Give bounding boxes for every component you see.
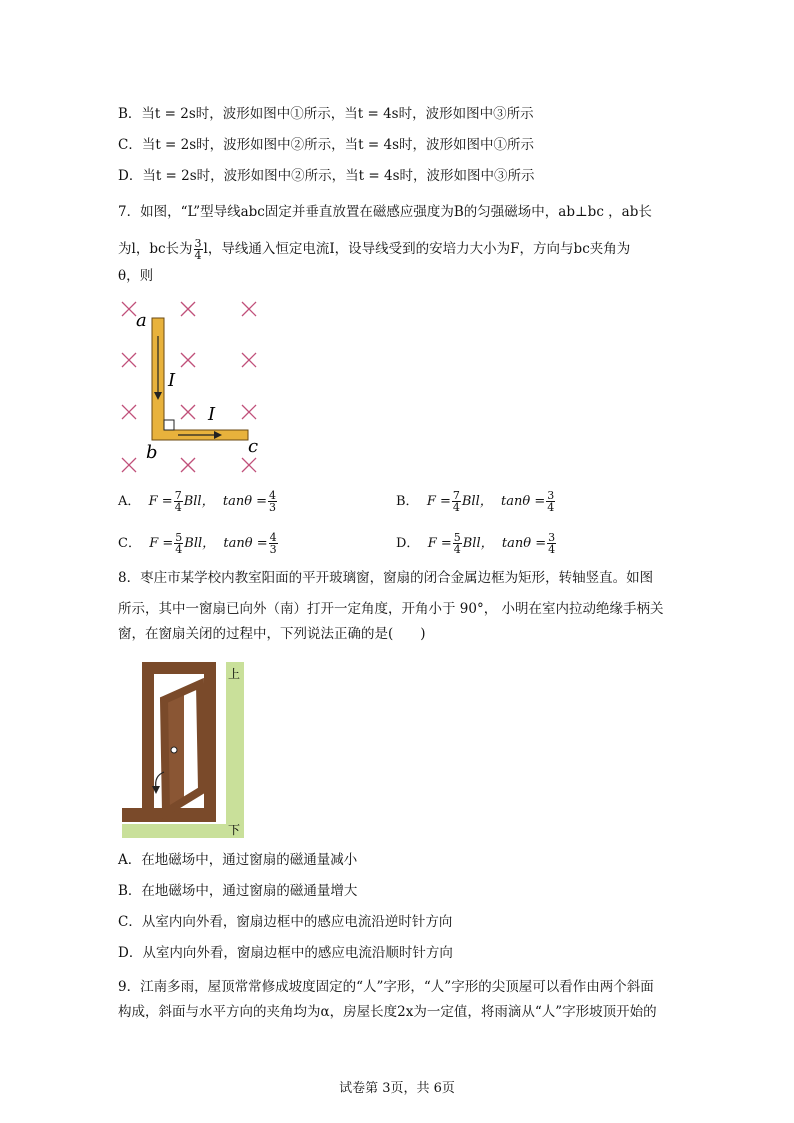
option-tan-eq: tanθ = — [501, 494, 546, 509]
q6-option-c: C．当t = 2s时，波形如图中②所示，当t = 4s时，波形如图中①所示 — [118, 137, 535, 153]
wall-bottom — [122, 824, 244, 838]
cross-icon — [181, 353, 195, 367]
q8-stem-line1: 8．枣庄市某学校内教室阳面的平开玻璃窗，窗扇的闭合金属边框为矩形，转轴竖直。如图 — [118, 570, 654, 586]
option-f-frac — [453, 532, 462, 555]
q7-stem-line2-a: 为l，bc长为 — [118, 241, 193, 257]
option-f-frac — [174, 532, 183, 555]
cross-icon — [122, 353, 136, 367]
label-current-1: I — [168, 370, 176, 391]
cross-icon — [122, 405, 136, 419]
option-tan-frac — [546, 490, 555, 513]
q7-option-d — [396, 532, 557, 555]
q7-frac-num: 3 — [194, 237, 202, 250]
option-f-eq: F = — [149, 536, 174, 551]
q7-option-a — [118, 490, 278, 513]
handle-icon — [171, 747, 177, 753]
q9-stem-line2: 构成，斜面与水平方向的夹角均为α，房屋长度2x为一定值，将雨滴从“人”字形坡顶开始的 — [118, 1004, 657, 1020]
frac-den: 4 — [175, 543, 183, 556]
label-current-2: I — [208, 404, 216, 425]
frac-num: 3 — [547, 489, 555, 502]
frac-num: 7 — [452, 489, 460, 502]
option-f-frac — [174, 490, 183, 513]
option-letter: D． — [396, 536, 420, 551]
q7-stem-line3: θ，则 — [118, 268, 154, 284]
option-tan-frac — [268, 490, 277, 513]
q9-stem-line1: 9．江南多雨，屋顶常常修成坡度固定的“人”字形，“人”字形的尖顶屋可以看作由两个斜面 — [118, 979, 654, 995]
cross-icon — [181, 458, 195, 472]
frac-den: 3 — [269, 501, 277, 514]
option-tan-frac — [547, 532, 556, 555]
option-tan-frac — [269, 532, 278, 555]
q8-stem-line3: 窗，在窗扇关闭的过程中，下列说法正确的是( ) — [118, 626, 426, 642]
cross-icon — [242, 458, 256, 472]
q7-stem-fraction — [194, 238, 203, 261]
label-up: 上 — [228, 667, 241, 681]
q8-option-a: A．在地磁场中，通过窗扇的磁通量减小 — [118, 852, 358, 868]
option-tan-eq: tanθ = — [222, 494, 268, 509]
label-c: c — [248, 436, 259, 457]
option-f-var: Bll， — [184, 536, 216, 551]
option-f-frac — [452, 490, 461, 513]
option-letter: C． — [118, 536, 141, 551]
frac-num: 7 — [174, 489, 182, 502]
frac-den: 4 — [452, 501, 460, 514]
option-f-eq: F = — [148, 494, 173, 509]
option-tan-eq: tanθ = — [223, 536, 268, 551]
frac-num: 4 — [269, 489, 277, 502]
cross-icon — [242, 405, 256, 419]
option-tan-eq: tanθ = — [501, 536, 547, 551]
q8-stem-line2: 所示，其中一窗扇已向外（南）打开一定角度，开角小于 90°， 小明在室内拉动绝缘手柄关 — [118, 601, 664, 617]
q7-figure — [112, 296, 272, 476]
wall-right — [226, 662, 244, 838]
frac-num: 5 — [453, 531, 461, 544]
right-angle-mark — [164, 420, 174, 430]
q6-option-b: B．当t = 2s时，波形如图中①所示，当t = 4s时，波形如图中③所示 — [118, 106, 534, 122]
q8-option-b: B．在地磁场中，通过窗扇的磁通量增大 — [118, 883, 358, 899]
page-footer: 试卷第 3页，共 6页 — [339, 1081, 455, 1096]
l-shaped-wire — [152, 318, 248, 440]
q8-option-d: D．从室内向外看，窗扇边框中的感应电流沿顺时针方向 — [118, 945, 453, 961]
option-f-eq: F = — [427, 536, 452, 551]
q8-figure — [120, 660, 246, 840]
option-letter: B． — [396, 494, 419, 509]
option-f-eq: F = — [426, 494, 451, 509]
frac-den: 4 — [548, 543, 556, 556]
label-down: 下 — [228, 823, 241, 837]
cross-icon — [242, 353, 256, 367]
cross-icon — [242, 302, 256, 316]
cross-icon — [122, 458, 136, 472]
option-f-var: Bll， — [462, 536, 494, 551]
frac-num: 5 — [175, 531, 183, 544]
cross-icon — [181, 302, 195, 316]
q6-option-d: D．当t = 2s时，波形如图中②所示，当t = 4s时，波形如图中③所示 — [118, 168, 535, 184]
q7-stem-line2-b: l，导线通入恒定电流I，设导线受到的安培力大小为F，方向与bc夹角为 — [203, 241, 631, 257]
q7-frac-den: 4 — [194, 249, 202, 262]
frac-den: 4 — [174, 501, 182, 514]
frac-den: 3 — [269, 543, 277, 556]
option-letter: A． — [118, 494, 141, 509]
option-f-var: Bll， — [183, 494, 215, 509]
frac-den: 4 — [547, 501, 555, 514]
q7-option-b — [396, 490, 556, 513]
label-a: a — [136, 310, 147, 331]
cross-icon — [181, 405, 195, 419]
q8-option-c: C．从室内向外看，窗扇边框中的感应电流沿逆时针方向 — [118, 914, 453, 930]
frac-den: 4 — [453, 543, 461, 556]
frac-num: 4 — [269, 531, 277, 544]
option-f-var: Bll， — [461, 494, 493, 509]
q7-stem-line1: 7．如图，“L”型导线abc固定并垂直放置在磁感应强度为B的匀强磁场中，ab⊥bc ，ab长 — [118, 204, 652, 220]
cross-icon — [122, 302, 136, 316]
frac-num: 3 — [548, 531, 556, 544]
label-b: b — [146, 442, 158, 463]
q7-stem-line2 — [118, 238, 630, 261]
q7-option-c — [118, 532, 279, 555]
